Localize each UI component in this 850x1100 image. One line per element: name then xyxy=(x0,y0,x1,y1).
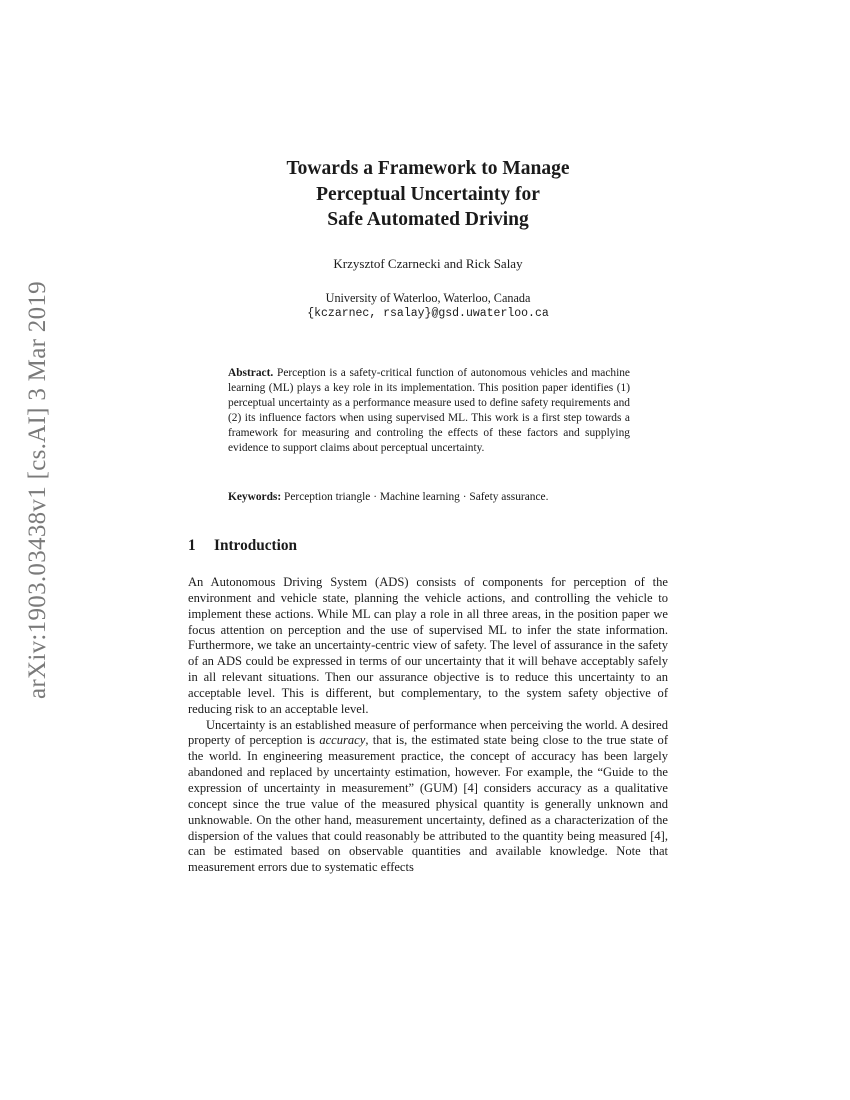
paragraph-2 xyxy=(188,718,668,876)
section-heading xyxy=(188,537,297,555)
affiliation-block xyxy=(190,290,666,322)
affiliation: University of Waterloo, Waterloo, Canada xyxy=(325,291,531,305)
keywords xyxy=(228,490,630,505)
section-number: 1 xyxy=(188,537,196,554)
section-title: Introduction xyxy=(214,537,298,554)
abstract-label: Abstract. xyxy=(228,367,274,379)
paper-title xyxy=(190,156,666,233)
paragraph-1: An Autonomous Driving System (ADS) consists of components for perception of the environment and vehicle state, planning the vehicle actions, and controlling the vehicle to implement these actions. While ML can play a role in all three areas, in the position paper we focus attention on perception and the use of supervised ML to infer the state information. Furthermore, we take an uncertainty-centric view of safety. The level of assurance in the safety of an ADS could be expressed in terms of our uncertainty that it will behave acceptably safely in all relevant situations. Then our assurance objective is to reduce this uncertainty to an acceptable level. This is different, but complementary, to the system safety objective of reducing risk to an acceptable level. xyxy=(188,575,668,716)
title-line-2: Perceptual Uncertainty for xyxy=(316,183,540,205)
arxiv-identifier-text: arXiv:1903.03438v1 [cs.AI] 3 Mar 2019 xyxy=(24,281,52,699)
arxiv-identifier xyxy=(8,281,68,699)
title-line-1: Towards a Framework to Manage xyxy=(286,158,570,179)
abstract-text: Perception is a safety-critical function of autonomous vehicles and machine learning (ML) plays a key role in its implementation. This position paper identifies (1) perceptual uncertainty as a performance measure used to define safety requirements and (2) its influence factors when using supervised ML. This work is a first step towards a framework for measuring and controling the effects of these factors and supplying evidence to support claims about perceptual uncertainty. xyxy=(228,367,630,454)
authors: Krzysztof Czarnecki and Rick Salay xyxy=(333,256,523,271)
paragraph-2-part-2: , that is, the estimated state being close to the true state of the world. In engineering measurement practice, the concept of accuracy has been largely abandoned and replaced by uncertainty estimation, however. For example, the “Guide to the expression of uncertainty in measurement” (GUM) [4] considers accuracy as a qualitative concept since the true value of the measured physical quantity is generally unknown and unknowable. On the other hand, measurement uncertainty, defined as a characterization of the dispersion of the values that could reasonably be attributed to the quantity being measured [4], can be estimated based on observable quantities and available knowledge. Note that measurement errors due to systematic effects xyxy=(188,733,668,875)
keywords-text: Perception triangle · Machine learning · Safety assurance. xyxy=(284,491,549,503)
abstract xyxy=(228,366,630,456)
email-addresses: {kczarnec, rsalay}@gsd.uwaterloo.ca xyxy=(307,307,549,320)
keywords-label: Keywords: xyxy=(228,491,282,503)
paragraph-2-part-1: Uncertainty is an established measure of performance when perceiving the world. A desired property of perception is xyxy=(188,717,668,748)
title-line-3: Safe Automated Driving xyxy=(327,209,529,230)
accuracy-emphasis: accuracy xyxy=(319,733,366,748)
body-text xyxy=(188,575,668,876)
